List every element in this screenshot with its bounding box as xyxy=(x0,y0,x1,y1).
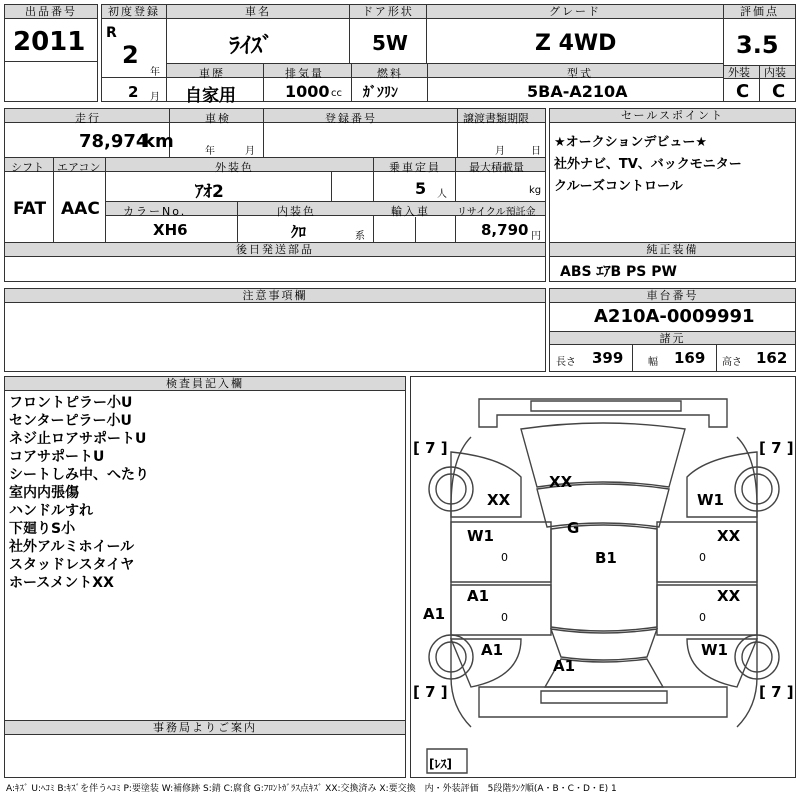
right-front-door-shape xyxy=(657,522,757,582)
selling-point-line: 社外ナビ、TV、バックモニター xyxy=(554,157,742,172)
interior-label: 内装 xyxy=(764,66,786,79)
lot-number: 2011 xyxy=(13,27,86,57)
car-name-value: ﾗｲｽﾞ xyxy=(229,34,274,59)
chassis-label: 車台番号 xyxy=(550,289,795,303)
year-value: 2 xyxy=(122,41,139,69)
left-rear-door-shape xyxy=(451,585,551,635)
mileage-unit: km xyxy=(143,131,174,152)
tire-front-right-label: [ 7 ] xyxy=(759,439,794,457)
door-box xyxy=(349,4,427,64)
first-reg-label: 初度登録 xyxy=(102,5,166,19)
front-grille-shape xyxy=(531,401,681,411)
recycle-label: リサイクル預託金 xyxy=(457,207,536,218)
capacity-label: 乗車定員 xyxy=(389,161,441,174)
left-rear-door-zero: 0 xyxy=(501,611,508,624)
score-label: 評価点 xyxy=(724,5,795,19)
inspector-line: ホースメントXX xyxy=(9,575,114,591)
right-front-door-damage: XX xyxy=(717,527,741,545)
width-label: 幅 xyxy=(648,357,658,368)
inspector-line: シートしみ中、へたり xyxy=(9,467,149,483)
height-value: 162 xyxy=(756,349,788,367)
inspector-line: 社外アルミホイール xyxy=(9,539,135,555)
left-sill-damage: A1 xyxy=(423,605,446,623)
fuel-value: ｶﾞｿﾘﾝ xyxy=(363,85,398,101)
score-value: 3.5 xyxy=(736,31,779,59)
left-rear-door-damage: A1 xyxy=(467,587,490,605)
right-rear-door-zero: 0 xyxy=(699,611,706,624)
reg-no-label: 登録番号 xyxy=(325,112,377,125)
ext-color-value: ｱｵ2 xyxy=(195,182,224,202)
right-front-door-zero: 0 xyxy=(699,551,706,564)
detail-row-box xyxy=(166,63,724,106)
height-label: 高さ xyxy=(722,357,742,368)
color-no-value: XH6 xyxy=(153,221,188,239)
displacement-label: 排気量 xyxy=(285,67,324,80)
grade-value: Z 4WD xyxy=(535,31,617,56)
left-rear-fender-damage: A1 xyxy=(481,641,504,659)
vehicle-detail-box xyxy=(4,108,546,243)
door-value: 5W xyxy=(372,31,408,55)
score-box xyxy=(723,4,796,102)
grade-box xyxy=(426,4,724,64)
transfer-month-unit: 月 xyxy=(495,146,505,157)
selling-points-box xyxy=(549,108,796,243)
int-color-label: 内装色 xyxy=(277,205,316,218)
hood-damage: XX xyxy=(549,473,573,491)
lot-box xyxy=(4,4,98,102)
car-name-box xyxy=(166,4,350,64)
recycle-unit: 円 xyxy=(531,231,541,242)
chassis-value: A210A-0009991 xyxy=(594,306,755,327)
transfer-day-unit: 日 xyxy=(531,146,541,157)
tire-rear-left-label: [ 7 ] xyxy=(413,683,448,701)
mileage-value: 78,974 xyxy=(79,131,149,152)
ext-color-label: 外装色 xyxy=(215,161,254,174)
inspector-line: フロントピラー小U xyxy=(9,395,133,411)
inspector-line: コアサポートU xyxy=(9,449,105,465)
max-load-unit: kg xyxy=(529,185,542,196)
inspector-line: 室内内張傷 xyxy=(9,485,79,501)
legend-text: A:ｷｽﾞ U:ﾍｺﾐ B:ｷｽﾞを伴うﾍｺﾐ P:要塗装 W:補修跡 S:錆 C:腐食 G:ﾌﾛﾝﾄｶﾞﾗｽ点ｷｽﾞ XX:交換済み X:要交換 内・外装評価 5段階ﾗﾝｸ順(A・B・C・D・E) 1 xyxy=(6,784,617,794)
hood-shape xyxy=(521,423,685,487)
interior-score: C xyxy=(772,81,786,102)
left-front-fender-damage: XX xyxy=(487,491,511,509)
displacement-value: 1000 xyxy=(285,82,330,101)
fuel-label: 燃料 xyxy=(377,67,403,80)
right-rear-door-shape xyxy=(657,585,757,635)
year-unit: 年 xyxy=(150,67,160,78)
int-color-value: ｸﾛ xyxy=(291,223,307,241)
displacement-unit: cc xyxy=(331,88,342,99)
equipment-box xyxy=(549,242,796,282)
ac-value: AAC xyxy=(61,199,100,219)
ac-label: エアコン xyxy=(57,161,101,174)
grade-label: グレード xyxy=(427,5,723,19)
inspector-line: スタッドレスタイヤ xyxy=(9,557,135,573)
later-parts-box xyxy=(4,242,546,282)
right-rear-fender-damage: W1 xyxy=(701,641,728,659)
model-value: 5BA-A210A xyxy=(527,82,628,101)
trunk-damage: A1 xyxy=(553,657,576,675)
history-value: 自家用 xyxy=(185,86,236,106)
month-value: 2 xyxy=(128,83,139,101)
roof-damage: G xyxy=(567,519,580,537)
history-label: 車歴 xyxy=(199,67,225,80)
roof-shape xyxy=(551,525,657,631)
inspection-year-unit: 年 xyxy=(205,146,215,157)
first-registration-box xyxy=(101,4,167,102)
equipment-label: 純正装備 xyxy=(550,243,795,257)
car-name-label: 車名 xyxy=(167,5,349,19)
inspection-label: 車検 xyxy=(205,112,231,125)
capacity-value: 5 xyxy=(415,179,427,198)
car-diagram-box xyxy=(410,376,796,778)
office-box xyxy=(4,720,406,778)
equipment-value: ABS ｴｱB PS PW xyxy=(560,264,677,280)
length-value: 399 xyxy=(592,349,624,367)
exterior-score: C xyxy=(736,81,750,102)
capacity-unit: 人 xyxy=(437,189,447,200)
inspector-line: 下廻りS小 xyxy=(9,521,76,537)
later-parts-label: 後日発送部品 xyxy=(5,243,545,257)
color-no-label: カラーNo. xyxy=(123,205,187,218)
tire-front-left-label: [ 7 ] xyxy=(413,439,448,457)
right-front-fender-damage: W1 xyxy=(697,491,724,509)
length-label: 長さ xyxy=(556,357,576,368)
model-label: 型式 xyxy=(567,67,593,80)
right-rear-door-damage: XX xyxy=(717,587,741,605)
inspector-label: 検査員記入欄 xyxy=(5,377,405,391)
recycle-value: 8,790 xyxy=(481,221,529,239)
floor-damage: B1 xyxy=(595,549,617,567)
tire-rear-right-label: [ 7 ] xyxy=(759,683,794,701)
notes-box xyxy=(4,288,546,372)
notes-label: 注意事項欄 xyxy=(5,289,545,303)
int-color-unit: 系 xyxy=(355,231,365,242)
inspector-line: センターピラー小U xyxy=(9,413,132,429)
month-unit: 月 xyxy=(150,92,160,103)
shift-label: シフト xyxy=(11,161,44,174)
inspector-line: ネジ止ロアサポートU xyxy=(9,431,147,447)
era-label: R xyxy=(106,25,117,41)
transfer-label: 譲渡書類期限 xyxy=(463,112,529,125)
import-label: 輸入車 xyxy=(391,205,430,218)
office-label: 事務局よりご案内 xyxy=(5,721,405,735)
no-spare-label: [ﾚｽ] xyxy=(429,757,452,771)
width-value: 169 xyxy=(674,349,706,367)
inspector-line: ハンドルすれ xyxy=(9,503,93,519)
dims-label: 諸元 xyxy=(550,331,795,345)
inspection-month-unit: 月 xyxy=(245,146,255,157)
lot-label: 出品番号 xyxy=(5,5,97,19)
exterior-label: 外装 xyxy=(728,66,750,79)
selling-point-line: ★オークションデビュー★ xyxy=(554,135,708,150)
mileage-label: 走行 xyxy=(75,112,101,125)
left-front-door-damage: W1 xyxy=(467,527,494,545)
max-load-label: 最大積載量 xyxy=(469,161,524,174)
rear-window-shape xyxy=(551,629,657,660)
selling-points-label: セールスポイント xyxy=(550,109,795,123)
left-front-fender-shape xyxy=(451,452,521,517)
rear-plate-shape xyxy=(541,691,667,703)
door-label: ドア形状 xyxy=(350,5,426,19)
chassis-box xyxy=(549,288,796,372)
shift-value: FAT xyxy=(13,199,47,219)
inspector-box xyxy=(4,376,406,721)
selling-point-line: クルーズコントロール xyxy=(554,179,683,194)
left-front-door-zero: 0 xyxy=(501,551,508,564)
car-diagram xyxy=(411,377,797,779)
